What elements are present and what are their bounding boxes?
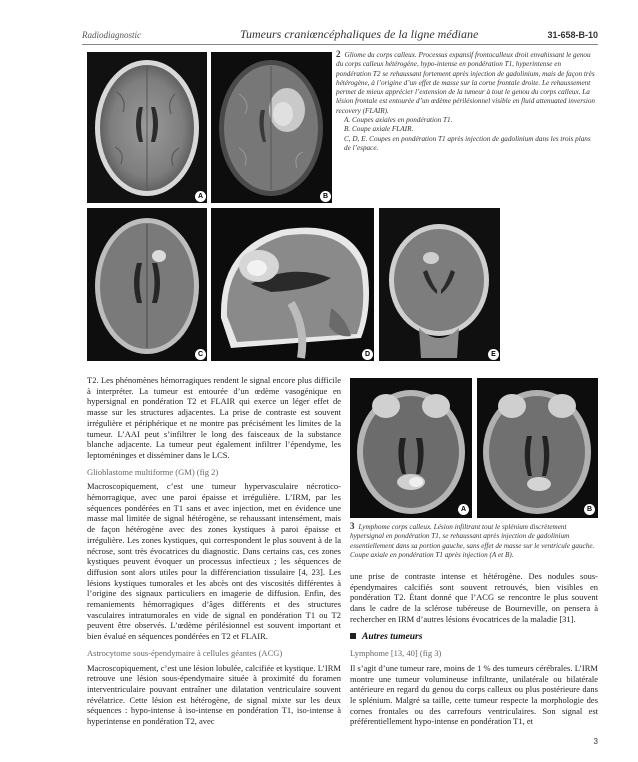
panel-label-c: C	[195, 349, 206, 360]
panel-label-3a: A	[458, 504, 469, 515]
subheading-glioblastome: Glioblastome multiforme (GM) (fig 2)	[87, 466, 219, 477]
figure2-image-e	[379, 208, 500, 361]
panel-label-e: E	[488, 349, 499, 360]
subheading-lymphome: Lymphome [13, 40] (fig 3)	[350, 648, 442, 659]
panel-label-b: B	[320, 191, 331, 202]
subheading-acg: Astrocytome sous-épendymaire à cellules géantes (ACG)	[87, 647, 283, 658]
figure3-image-b	[477, 378, 598, 518]
article-title: Tumeurs craniœncéphaliques de la ligne médiane	[240, 27, 479, 41]
figure2-image-a	[87, 52, 207, 203]
figure2-image-d	[211, 208, 374, 361]
panel-label-a: A	[195, 191, 206, 202]
figure2-caption-cde: C, D, E. Coupes en pondération T1 après injection de gadolinium dans les trois plans de l’espace.	[344, 134, 591, 152]
paragraph-acg: Macroscopiquement, c’est une lésion lobulée, calcifiée et kystique. L’IRM retrouve une lésion sous-épendymaire située à proximité du foramen interventriculaire pouvant entraîner une dilatation ventriculaire souvent révélatrice. Cette lésion est hétérogène, de signal mixte sur les deux séquences : hypo-intense à iso-intense en pondération T1, iso-intense à hyperintense en pondération T2, avec	[87, 662, 341, 727]
figure3-caption	[350, 522, 598, 560]
panel-label-d: D	[362, 349, 373, 360]
section-heading-autres-tumeurs	[350, 632, 598, 643]
paragraph-glioblastome: Macroscopiquement, c’est une tumeur hypervasculaire nécrotico-hémorragique, avec une paroi épaisse et irrégulière. L’IRM, par les séquences pondérées en T1 sans et avec injection, met en évidence une masse mal limitée de signal hétérogène, se rehaussant intensément, mais de façon hétérogène avec des zones kystiques à paroi épaisse et irrégulière. Les zones kystiques, qui correspondent le plus souvent à de la nécrose, sont très évocatrices du diagnostic. Dans certains cas, ces zones kystiques peuvent évoquer un processus infectieux ; les séquences de diffusion sont alors utiles pour la différenciation tissulaire [4, 23]. Les lésions kystiques tumorales et les abcès ont des viscosités différentes à l’origine des signaux particuliers en imagerie de diffusion. Enfin, des remaniements hémorragiques d’âges différents et des structures vasculaires intratumorales en vide de signal en pondération T1 ou T2 peuvent être observés. L’œdème périlésionnel est souvent important et bien évalué en séquences pondérées en T2 et FLAIR.	[87, 481, 341, 642]
journal-name: Radiodiagnostic	[82, 30, 141, 40]
right-column	[350, 571, 598, 732]
section-heading-text: Autres tumeurs	[362, 631, 423, 642]
figure2-number: 2	[336, 49, 341, 59]
figure2-caption-a: A. Coupes axiales en pondération T1.	[344, 116, 453, 125]
figure2-caption	[336, 50, 598, 153]
figure3-number: 3	[350, 521, 355, 531]
figure2-caption-b: B. Coupe axiale FLAIR.	[344, 125, 414, 134]
header-divider	[82, 44, 598, 45]
figure3-image-a	[350, 378, 472, 518]
page-number: 3	[593, 737, 598, 746]
left-column	[87, 375, 341, 732]
panel-label-3b: B	[584, 504, 595, 515]
figure2-image-c	[87, 208, 207, 361]
figure2-caption-text: Gliome du corps calleux. Processus expansif frontocalleux droit envahissant le genou du corps calleux hétérogène, hypo-intense en pondération T1, hyperintense en pondération T2 se rehaussant fortement après injection de gadolinium, mais de façon très hétérogène, à l’origine d’un effet de masse sur la corne frontale droite. Le rehaussement permet de mieux apprécier l’extension de la tumeur à tout le genou du corps calleux. La lésion frontale est entourée d’un œdème périlésionnel visible en fluid attenuated inversion recovery (FLAIR).	[336, 51, 596, 115]
paragraph-intro: T2. Les phénomènes hémorragiques rendent le signal encore plus difficile à interpréter. La tumeur est entourée d’un œdème vasogénique en hypersignal en pondération T2 et FLAIR qui exerce un léger effet de masse sur les structures adjacentes. La prise de contraste est souvent irrégulière et périphérique et ne montre pas précisément les limites de la tumeur. L’AAI peut s’infiltrer le long des faisceaux de la substance blanche adjacente. La tumeur peut également infiltrer l’épendyme, les leptoméninges et disséminer dans le LCS.	[87, 375, 341, 460]
article-reference: 31-658-B-10	[547, 30, 598, 40]
paragraph-lymphome: Il s’agit d’une tumeur rare, moins de 1 % des tumeurs cérébrales. L’IRM montre une tumeur volumineuse infiltrante, unilatérale ou bilatérale antérieure en regard du genou du corps calleux ou plus postérieure dans le splénium. Malgré sa taille, cette tumeur respecte la morphologie des cornes frontales ou des carrefours ventriculaires. Son signal est préférentiellement hypo-intense en pondération T1, et	[350, 662, 598, 727]
figure2-image-b	[211, 52, 332, 203]
paragraph-acg-continued: une prise de contraste intense et hétérogène. Des nodules sous-épendymaires calcifiés sont souvent retrouvés, bien visibles en pondération T2. Étant donné que l’ACG se rencontre le plus souvent dans le cadre de la sclérose tubéreuse de Bourneville, on pensera à rechercher en IRM d’autres lésions évocatrices de la maladie [31].	[350, 571, 598, 624]
figure3-caption-text: Lymphome corps calleux. Lésion infiltrant tout le splénium discrètement hypersignal en pondération T1, se rehaussant après injection de gadolinium essentiellement dans sa portion gauche, sans effet de masse sur le ventricule gauche. Coupe axiale en pondération T1 après injection (A et B).	[350, 523, 595, 559]
section-bullet-icon	[350, 633, 356, 639]
